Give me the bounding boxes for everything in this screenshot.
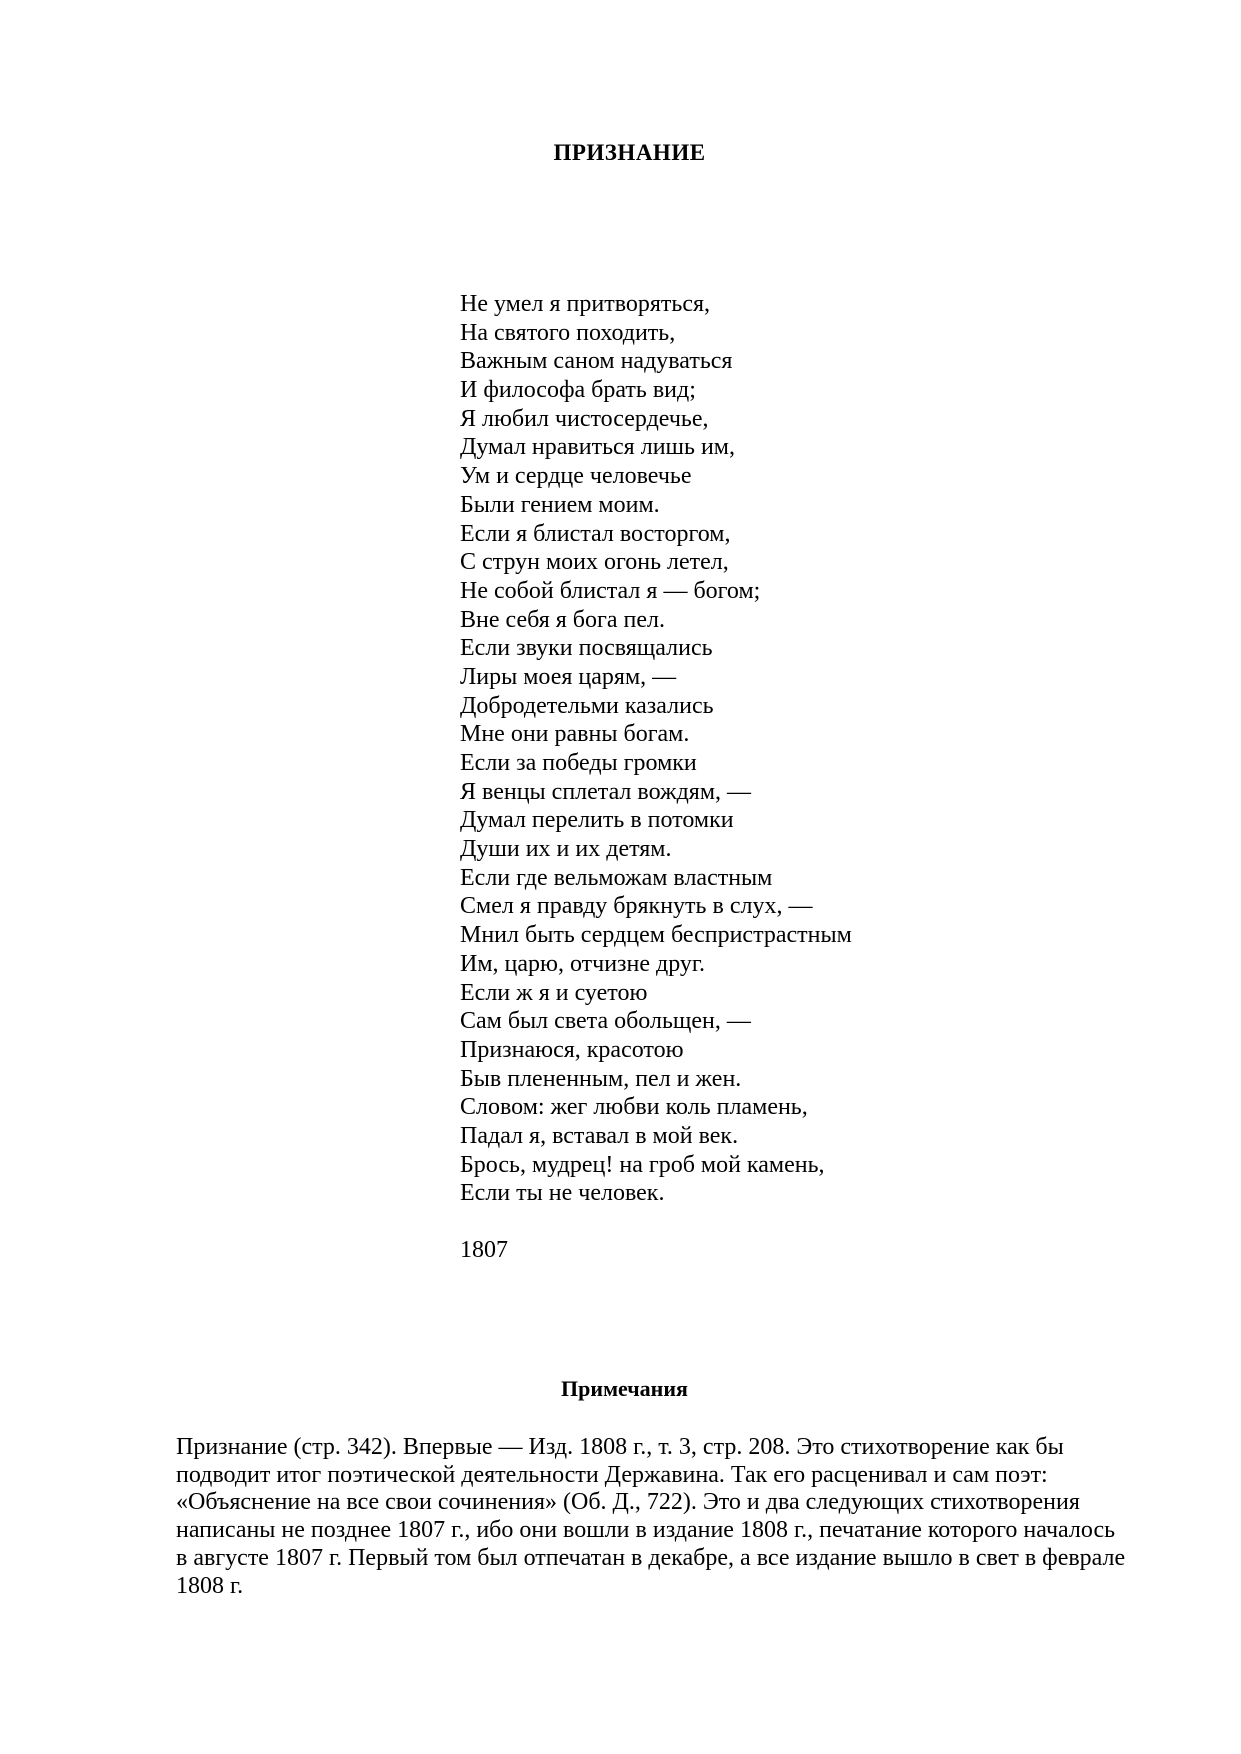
poem-line: Если звуки посвящались (460, 635, 713, 662)
poem-line: Им, царю, отчизне друг. (460, 950, 706, 977)
poem-line: И философа брать вид; (460, 377, 696, 404)
poem-line: Я любил чистосердечье, (460, 405, 709, 432)
poem-line: Важным саном надуваться (460, 348, 733, 375)
poem-title: ПРИЗНАНИЕ (553, 140, 706, 165)
poem-line: Сам был света обольщен, — (460, 1008, 751, 1035)
poem-line: Если я блистал восторгом, (460, 520, 731, 547)
poem-line: Если ты не человек. (460, 1180, 665, 1207)
poem-line: Вне себя я бога пел. (460, 606, 665, 633)
poem-line: Души их и их детям. (460, 836, 672, 863)
poem-line: Падал я, вставал в мой век. (460, 1122, 739, 1149)
poem-line: Признаюся, красотою (460, 1036, 684, 1063)
poem-year: 1807 (460, 1237, 508, 1263)
poem-line: Словом: жег любви коль пламень, (460, 1094, 808, 1121)
poem-line: На святого походить, (460, 319, 676, 346)
poem-line: Добродетельми казались (460, 692, 714, 719)
poem-line: Не собой блистал я — богом; (460, 577, 761, 604)
poem-line: С струн моих огонь летел, (460, 549, 729, 576)
poem-line: Если ж я и суетою (460, 979, 648, 1006)
poem-line: Брось, мудрец! на гроб мой камень, (460, 1151, 825, 1178)
poem-line: Думал нравиться лишь им, (460, 434, 735, 461)
poem-line: Думал перелить в потомки (460, 807, 734, 834)
poem-body (460, 290, 852, 1208)
poem-line: Не умел я притворяться, (460, 291, 711, 317)
poem-line: Мне они равны богам. (460, 721, 690, 748)
notes-text: Признание (стр. 342). Впервые — Изд. 1808 г., т. 3, стр. 208. Это стихотворение как бы подводит итог поэтической деятельности Державина. Так его расценивал и сам поэт: «Объяснение на все свои сочинения» (Об. Д., 722). Это и два следующих стихотворения написаны не позднее 1807 г., ибо они вошли в издание 1808 г., печатание которого началось в августе 1807 г. Первый том был отпечатан в декабре, а все издание вышло в свет в феврале 1808 г. (176, 1434, 1126, 1599)
poem-line: Если где вельможам властным (460, 864, 773, 891)
poem-line: Ум и сердце человечье (460, 463, 692, 490)
poem-line: Я венцы сплетал вождям, — (460, 778, 751, 805)
poem-line: Были гением моим. (460, 491, 660, 518)
notes-heading: Примечания (561, 1376, 688, 1401)
poem-line: Быв плененным, пел и жен. (460, 1065, 742, 1092)
poem-line: Смел я правду брякнуть в слух, — (460, 893, 813, 920)
poem-line: Лиры моея царям, — (460, 663, 677, 690)
poem-line: Если за победы громки (460, 750, 697, 776)
poem-line: Мнил быть сердцем беспристрастным (460, 922, 852, 949)
